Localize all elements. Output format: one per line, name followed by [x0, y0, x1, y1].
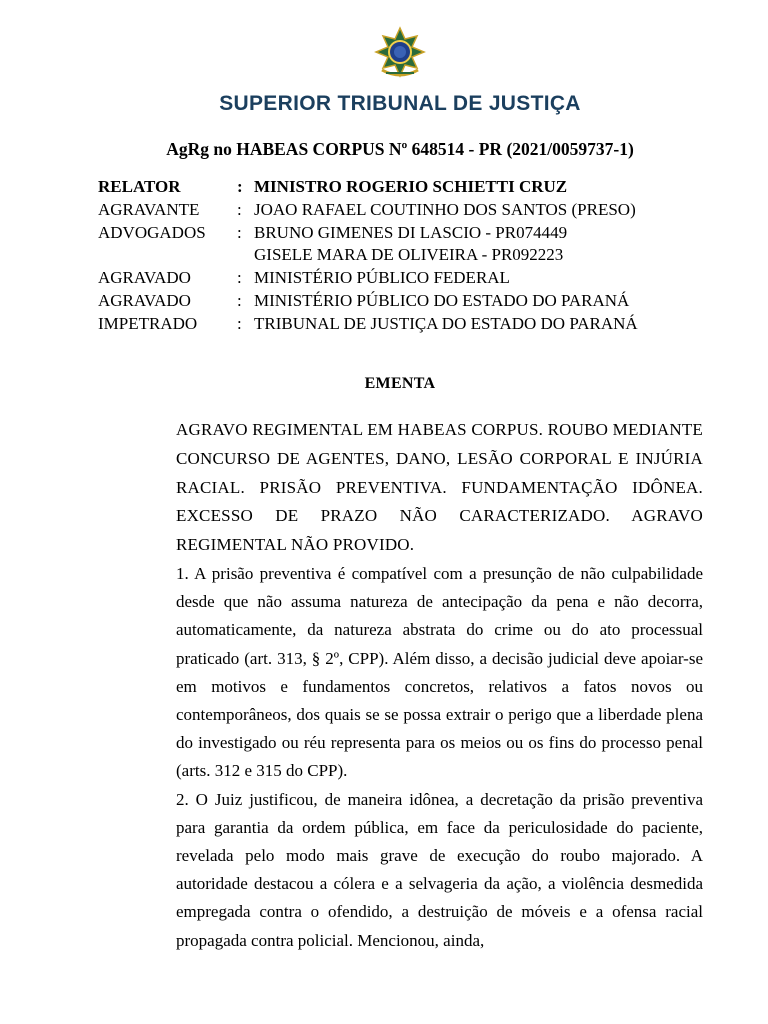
party-value: MINISTÉRIO PÚBLICO DO ESTADO DO PARANÁ — [254, 290, 630, 310]
parties-table — [98, 176, 638, 336]
coat-of-arms-icon — [372, 26, 428, 80]
party-value: TRIBUNAL DE JUSTIÇA DO ESTADO DO PARANÁ — [254, 313, 638, 333]
ementa-body — [176, 416, 703, 955]
party-row-agravante — [98, 199, 638, 222]
ementa-item-1: 1. A prisão preventiva é compatível com a presunção de não culpabilidade desde que não assuma natureza de antecipação da pena e não decorra, automaticamente, da natureza abstrata do crime ou do ato processual praticado (art. 313, § 2º, CPP). Além disso, a decisão judicial deve apoiar-se em motivos e fundamentos concretos, relativos a fatos novos ou contemporâneos, dos quais se se possa extrair o perigo que a liberdade plena do investigado ou réu representa para os meios ou os fins do processo penal (arts. 312 e 315 do CPP). — [176, 563, 703, 781]
party-row-agravado-1 — [98, 267, 638, 290]
party-value: MINISTRO ROGERIO SCHIETTI CRUZ — [254, 177, 568, 196]
party-row-relator — [98, 176, 638, 199]
party-separator: : — [237, 222, 242, 242]
party-role: RELATOR — [98, 177, 181, 196]
ementa-item-2: 2. O Juiz justificou, de maneira idônea, a decretação da prisão preventiva para garantia da ordem pública, em face da periculosidade do paciente, revelada pelo modo mais grave de execução do roubo majorado. A autoridade destacou a cólera e a selvageria da ação, a violência desmedida empregada contra o ofendido, a destruição de móveis e a ofensa racial propagada contra policial. Mencionou, ainda, — [176, 789, 703, 950]
party-separator: : — [237, 290, 242, 310]
party-row-advogados-cont — [98, 244, 638, 267]
party-role: IMPETRADO — [98, 313, 198, 333]
party-role: AGRAVADO — [98, 268, 191, 288]
party-row-impetrado — [98, 313, 638, 336]
party-row-agravado-2 — [98, 290, 638, 313]
party-separator: : — [237, 313, 242, 333]
case-title: AgRg no HABEAS CORPUS Nº 648514 - PR (2021/0059737-1) — [166, 139, 634, 159]
party-separator: : — [237, 177, 243, 196]
party-value: MINISTÉRIO PÚBLICO FEDERAL — [254, 268, 510, 288]
party-role: AGRAVANTE — [98, 199, 200, 219]
party-role: AGRAVADO — [98, 290, 191, 310]
party-role-empty — [98, 244, 237, 267]
party-separator: : — [237, 199, 242, 219]
party-role: ADVOGADOS — [98, 222, 206, 242]
party-value: BRUNO GIMENES DI LASCIO - PR074449 — [254, 222, 568, 242]
party-row-advogados — [98, 222, 638, 245]
ementa-summary: AGRAVO REGIMENTAL EM HABEAS CORPUS. ROUBO MEDIANTE CONCURSO DE AGENTES, DANO, LESÃO CORPORAL E INJÚRIA RACIAL. PRISÃO PREVENTIVA. FUNDAMENTAÇÃO IDÔNEA. EXCESSO DE PRAZO NÃO CARACTERIZADO. AGRAVO REGIMENTAL NÃO PROVIDO. — [176, 420, 703, 555]
ementa-heading: EMENTA — [364, 375, 436, 392]
party-separator: : — [237, 268, 242, 288]
party-separator-empty — [237, 244, 254, 267]
party-value: GISELE MARA DE OLIVEIRA - PR092223 — [254, 245, 564, 265]
party-value: JOAO RAFAEL COUTINHO DOS SANTOS (PRESO) — [254, 199, 636, 219]
court-name: SUPERIOR TRIBUNAL DE JUSTIÇA — [219, 92, 581, 115]
